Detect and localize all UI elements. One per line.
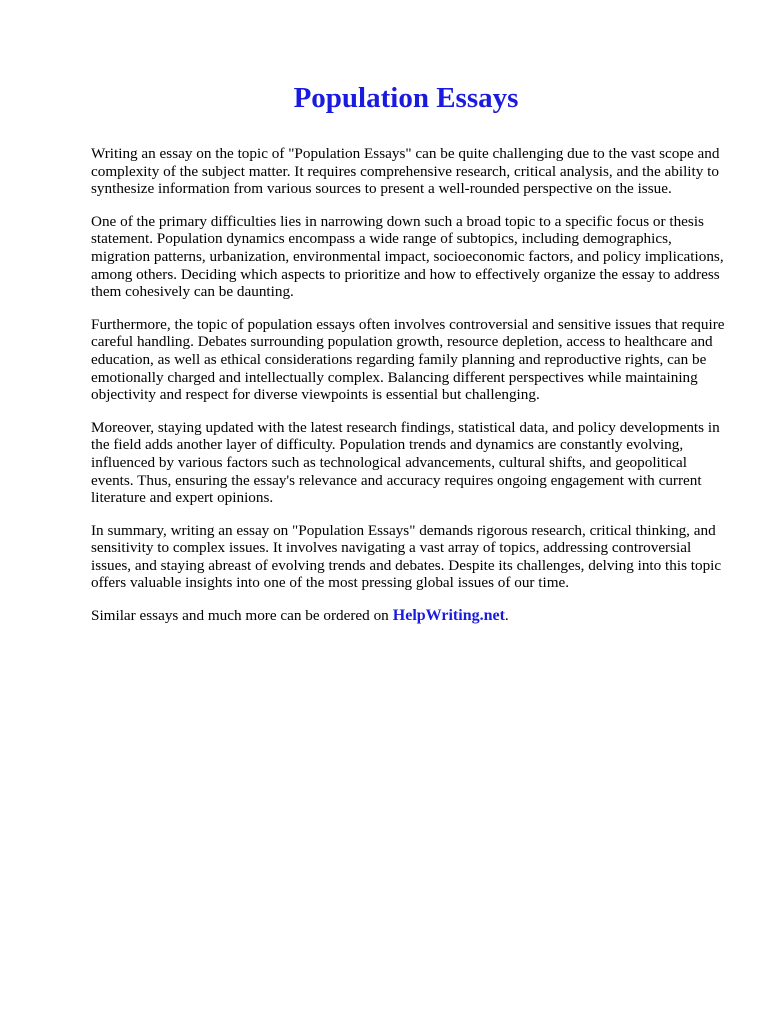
- paragraph-1: Writing an essay on the topic of "Population Essays" can be quite challenging due to the vast scope and complexity of the subject matter. It requires comprehensive research, critical analysis, and the ability to synthesize information from various sources to present a well-rounded perspective on the issue.: [91, 145, 720, 198]
- paragraph-5: In summary, writing an essay on "Population Essays" demands rigorous research, critical thinking, and sensitivity to complex issues. It involves navigating a vast array of topics, addressing controversial issues, and staying abreast of evolving trends and debates. Despite its challenges, delving into this topic offers valuable insights into one of the most pressing global issues of our time.: [91, 521, 722, 592]
- page-title: Population Essays: [293, 82, 519, 114]
- paragraph-4: Moreover, staying updated with the latest research findings, statistical data, and policy developments in the field adds another layer of difficulty. Population trends and dynamics are constantly evolving, influenced by various factors such as technological advancements, cultural shifts, and geopolitical events. Thus, ensuring the essay's relevance and accuracy requires ongoing engagement with current literature and expert opinions.: [91, 418, 720, 507]
- paragraph-3: Furthermore, the topic of population essays often involves controversial and sensitive issues that require careful handling. Debates surrounding population growth, resource depletion, access to healthcare and education, as well as ethical considerations regarding family planning and reproductive rights, can be emotionally charged and intellectually complex. Balancing different perspectives while maintaining objectivity and respect for diverse viewpoints is essential but challenging.: [91, 315, 725, 404]
- footer-suffix: .: [504, 607, 509, 625]
- helpwriting-link[interactable]: HelpWriting.net: [392, 607, 505, 625]
- footer-prefix: Similar essays and much more can be ordered on: [91, 607, 389, 625]
- footer-line: [91, 607, 731, 625]
- paragraph-2: One of the primary difficulties lies in narrowing down such a broad topic to a specific focus or thesis statement. Population dynamics encompass a wide range of subtopics, including demographics, migration patterns, urbanization, environmental impact, socioeconomic factors, and policy implications, among others. Deciding which aspects to prioritize and how to effectively organize the essay to address them cohesively can be daunting.: [91, 212, 724, 301]
- document-body: [91, 145, 731, 625]
